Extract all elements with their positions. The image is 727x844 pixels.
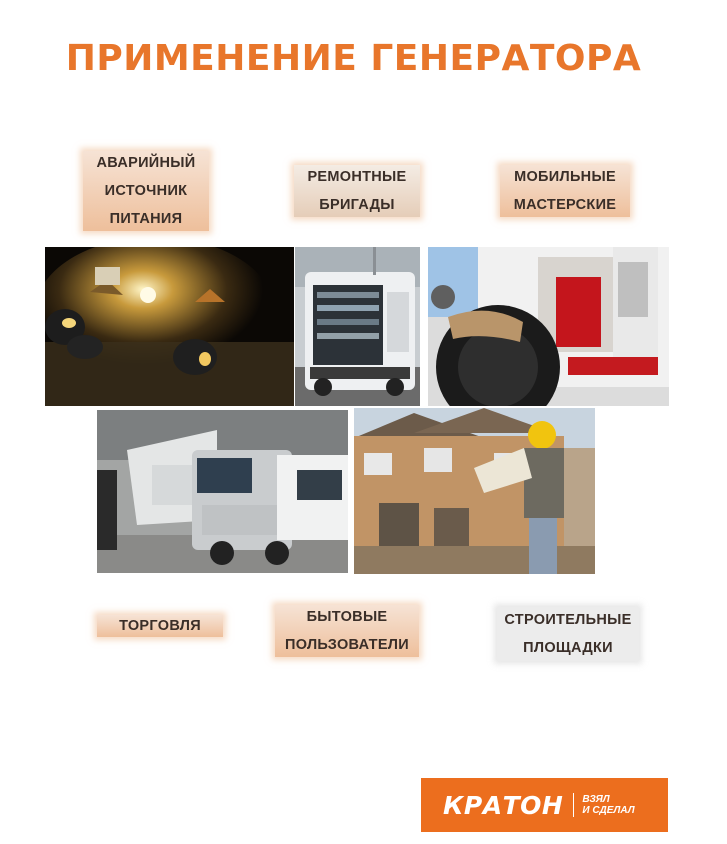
label-repair-crews-text: РЕМОНТНЫЕ БРИГАДЫ	[307, 169, 407, 213]
label-household-users	[275, 605, 419, 657]
label-emergency-power	[83, 151, 209, 231]
photo-construction-site	[354, 408, 595, 574]
brand-logo	[421, 778, 668, 832]
photo-repair-van	[295, 247, 420, 406]
photo-night-camp	[45, 247, 294, 406]
brand-logo-text: КРАТОН	[443, 790, 564, 820]
label-mobile-workshops	[500, 165, 630, 217]
label-emergency-power-text: АВАРИЙНЫЙ ИСТОЧНИК ПИТАНИЯ	[96, 155, 196, 227]
label-construction-sites	[497, 607, 639, 661]
label-trade-text: ТОРГОВЛЯ	[119, 618, 201, 634]
label-repair-crews	[294, 165, 420, 217]
brand-slogan-line2: И СДЕЛАЛ	[582, 805, 635, 816]
label-construction-sites-text: СТРОИТЕЛЬНЫЕ ПЛОЩАДКИ	[504, 612, 632, 656]
photo-food-truck	[97, 410, 348, 573]
page-title: ПРИМЕНЕНИЕ ГЕНЕРАТОРА	[65, 38, 642, 79]
label-mobile-workshops-text: МОБИЛЬНЫЕ МАСТЕРСКИЕ	[513, 169, 617, 213]
logo-divider	[573, 793, 574, 817]
photo-tire-workshop	[428, 247, 669, 406]
label-trade	[97, 615, 223, 637]
brand-slogan-line1: ВЗЯЛ	[582, 794, 610, 805]
label-household-users-text: БЫТОВЫЕ ПОЛЬЗОВАТЕЛИ	[285, 609, 409, 653]
brand-slogan	[582, 794, 634, 816]
